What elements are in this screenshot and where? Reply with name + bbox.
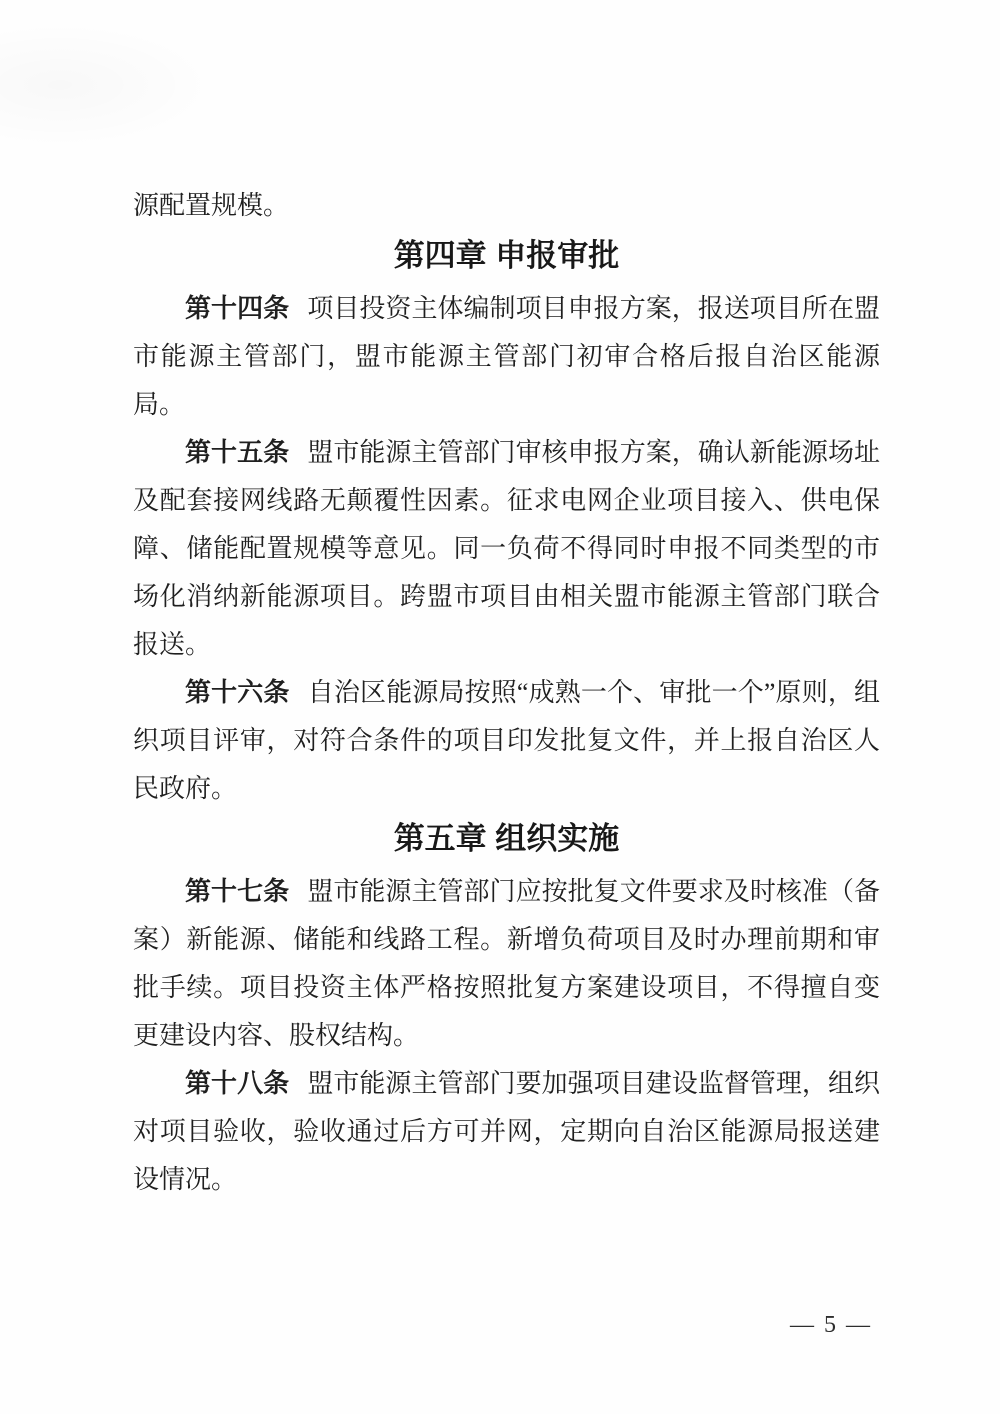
chapter-heading-4: 第四章 申报审批 [393, 238, 620, 273]
article-label-14: 第十四条 [185, 294, 290, 323]
article-paragraph-15 [133, 429, 880, 669]
page-number: — 5 — [790, 1312, 872, 1338]
article-text-16: 自治区能源局按照“成熟一个、审批一个”原则，组织项目评审，对符合条件的项目印发批复文件，并上报自治区人民政府。 [133, 678, 880, 803]
article-label-15: 第十五条 [185, 438, 290, 467]
article-paragraph-14 [133, 285, 880, 429]
article-paragraph-16 [133, 669, 880, 813]
article-text-14: 项目投资主体编制项目申报方案，报送项目所在盟市能源主管部门，盟市能源主管部门初审合格后报自治区能源局。 [133, 294, 880, 419]
document-body [133, 182, 880, 1204]
article-text-17: 盟市能源主管部门应按批复文件要求及时核准（备案）新能源、储能和线路工程。新增负荷项目及时办理前期和审批手续。项目投资主体严格按照批复方案建设项目，不得擅自变更建设内容、股权结构。 [133, 877, 880, 1050]
article-text-18: 盟市能源主管部门要加强项目建设监督管理，组织对项目验收，验收通过后方可并网，定期向自治区能源局报送建设情况。 [133, 1069, 880, 1194]
article-paragraph-17 [133, 868, 880, 1060]
paragraph-continuation: 源配置规模。 [133, 191, 290, 220]
article-label-17: 第十七条 [185, 877, 290, 906]
article-label-18: 第十八条 [185, 1069, 290, 1098]
chapter-heading-5: 第五章 组织实施 [393, 821, 620, 856]
article-label-16: 第十六条 [185, 678, 290, 707]
article-paragraph-18 [133, 1060, 880, 1204]
article-text-15: 盟市能源主管部门审核申报方案，确认新能源场址及配套接网线路无颠覆性因素。征求电网企业项目接入、供电保障、储能配置规模等意见。同一负荷不得同时申报不同类型的市场化消纳新能源项目。跨盟市项目由相关盟市能源主管部门联合报送。 [133, 438, 880, 659]
